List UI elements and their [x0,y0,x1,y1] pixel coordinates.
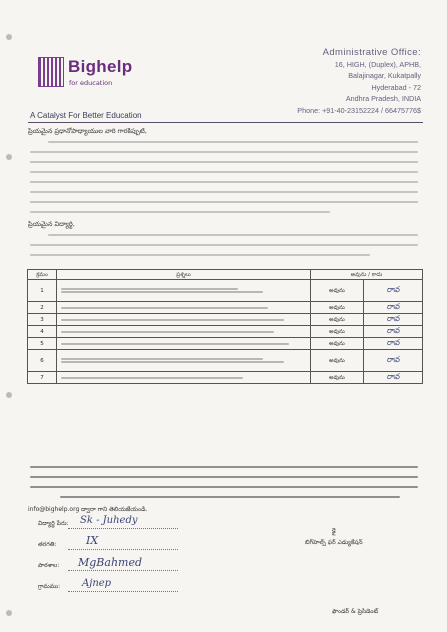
office-line: 16, HIGH, (Duplex), APHB, [334,59,421,69]
village-handwritten: Ajnep [82,578,112,589]
school-handwritten: MgBahmed [78,556,143,569]
answer-option: అవును [311,314,364,326]
table-row [28,338,423,350]
paragraph-line [30,254,370,256]
table-row [28,314,423,326]
row-number: 1 [28,280,57,302]
paragraph-line [48,234,418,236]
office-address [297,47,421,117]
handwritten-mark: రావ [364,280,423,302]
paragraph-line [30,191,418,193]
founder-title: ఫౌండర్ & ప్రెసిడెంట్ [332,608,379,615]
table-row [28,350,423,372]
question-text [57,326,311,338]
paragraph-line [30,171,418,173]
paragraph-line [30,211,330,213]
handwritten-mark: రావ [364,338,423,350]
row-number: 6 [28,350,57,372]
office-title: Administrative Office: [322,47,421,58]
answer-option: అవును [311,326,364,338]
table-row [28,302,423,314]
founder-signature-mark: కై [332,527,336,535]
handwritten-mark: రావ [364,326,423,338]
paragraph-line [60,496,400,498]
office-line: Balajinagar, Kukatpally [348,71,421,81]
table-header-row [28,270,423,280]
table-row [28,326,423,338]
village-line [68,591,178,592]
handwritten-mark: రావ [364,350,423,372]
paragraph-line [30,486,418,488]
class-handwritten: IX [86,534,99,547]
organization-name: బిగ్‌హెల్ప్ ఫర్ ఎడ్యుకేషన్ [305,539,363,546]
paragraph-line [48,141,418,143]
paragraph-line [30,466,418,468]
school-line [68,570,178,571]
paragraph-line [30,151,418,153]
office-line: Hyderabad - 72 [371,82,421,92]
class-line [68,549,178,550]
paragraph-line [30,201,418,203]
column-header-serial: క్రమం [28,270,57,280]
table-row [28,372,423,384]
header-divider [28,122,423,123]
column-header-question: ప్రశ్నలు [57,270,311,280]
row-number: 3 [28,314,57,326]
tagline: A Catalyst For Better Education [30,111,142,120]
question-text [57,338,311,350]
greeting-student: ప్రియమైన విద్యార్థి, [28,220,75,228]
question-text [57,314,311,326]
class-label: తరగతి: [38,541,57,548]
paragraph-line [30,181,418,183]
office-line: Andhra Pradesh, INDIA [345,94,421,104]
greeting-headmaster: ప్రియమైన ప్రధానోపాధ్యాయుల వారి గారకిప్పుటి, [28,127,147,135]
row-number: 7 [28,372,57,384]
village-label: గ్రామము: [38,583,61,590]
contact-email-line: info@bighelp.org ద్వారా గాని తెలియజేయండి. [28,506,148,513]
survey-table [27,269,423,384]
punch-hole [6,610,12,616]
handwritten-mark: రావ [364,314,423,326]
column-header-answer: అవును / కాదు [311,270,423,280]
row-number: 2 [28,302,57,314]
question-text [57,350,311,372]
answer-option: అవును [311,350,364,372]
name-label: విద్యార్థి పేరు: [38,520,69,527]
row-number: 4 [28,326,57,338]
answer-option: అవును [311,280,364,302]
punch-hole [6,34,12,40]
question-text [57,302,311,314]
question-text [57,372,311,384]
school-label: పాఠశాల: [38,562,60,569]
logo-subtitle: for education [69,79,113,87]
handwritten-mark: రావ [364,302,423,314]
question-text [57,280,311,302]
handwritten-mark: రావ [364,372,423,384]
punch-hole [6,154,12,160]
punch-hole [6,392,12,398]
paragraph-line [30,244,418,246]
answer-option: అవును [311,302,364,314]
logo-name: Bighelp [68,57,133,76]
row-number: 5 [28,338,57,350]
table-row [28,280,423,302]
name-handwritten: Sk - Juhedy [80,515,138,526]
name-line [68,528,178,529]
paragraph-line [30,476,418,478]
office-phone: Phone: +91-40-23152224 / 66475776$ [297,105,421,115]
answer-option: అవును [311,372,364,384]
bighelp-logo [38,57,158,97]
paragraph-line [30,161,418,163]
logo-mark-icon [38,57,64,87]
answer-option: అవును [311,338,364,350]
